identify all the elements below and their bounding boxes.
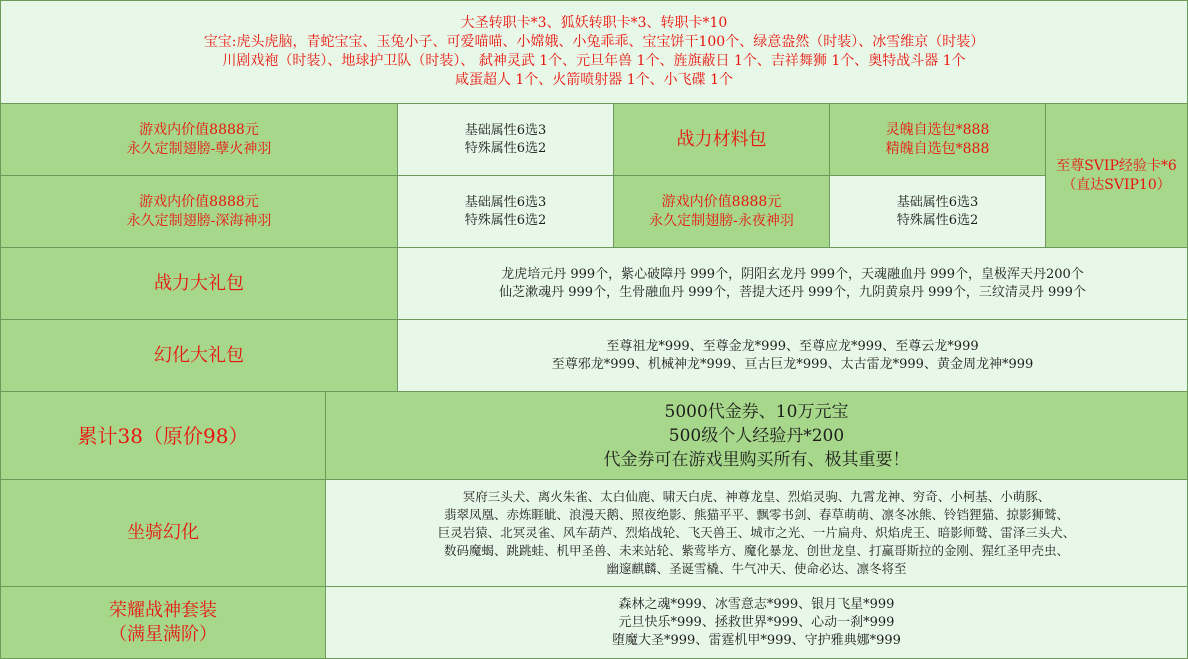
header-line: 川剧戏袍（时装）、地球护卫队（时装）、 弑神灵武 1个、元旦年兽 1个、旌旗蔽日 1个、吉祥舞狮 1个、奥特战斗器 1个 <box>222 53 966 69</box>
glory-set-items: 森林之魂*999、冰雪意志*999、银月飞星*999 元旦快乐*999、拯救世界*999、心动一刹*999 堕魔大圣*999、雷霆机甲*999、守护雅典娜*999 <box>325 586 1188 659</box>
transform-pack-items: 至尊祖龙*999、至尊金龙*999、至尊应龙*999、至尊云龙*999 至尊邪龙*999、机械神龙*999、亘古巨龙*999、太古雷龙*999、黄金周龙神*999 <box>397 319 1188 392</box>
attr-cell: 基础属性6选3 特殊属性6选2 <box>397 103 614 176</box>
material-pack-items: 灵魄自选包*888 精魄自选包*888 <box>829 103 1046 176</box>
header-cell <box>0 0 1188 104</box>
header-line: 宝宝:虎头虎脑，青蛇宝宝、玉兔小子、可爱喵喵、小嫦娥、小兔乖乖、宝宝饼干100个、绿意盎然（时装）、冰雪维京（时装） <box>203 34 985 50</box>
header-line: 大圣转职卡*3、狐妖转职卡*3、转职卡*10 <box>460 15 728 31</box>
power-pack-items: 龙虎培元丹 999个，紫心破障丹 999个，阴阳玄龙丹 999个，天魂融血丹 999个，皇极浑天丹200个 仙芝漱魂丹 999个，生骨融血丹 999个，菩提大还丹 999个，九阴黄泉丹 999个，三纹清灵丹 999个 <box>397 247 1188 320</box>
wing-cell-shen-hai: 游戏内价值8888元 永久定制翅膀-深海神羽 <box>0 175 398 248</box>
material-pack-label: 战力材料包 <box>613 103 830 176</box>
wing-cell-nie-huo: 游戏内价值8888元 永久定制翅膀-孽火神羽 <box>0 103 398 176</box>
svip-card-cell: 至尊SVIP经验卡*6 （直达SVIP10） <box>1045 103 1188 248</box>
mounts-items: 冥府三头犬、离火朱雀、太白仙鹿、啸天白虎、神尊龙皇、烈焰灵驹、九霄龙神、穷奇、小柯基、小萌豚、 翡翠凤凰、赤炼睚眦、浪漫天鹅、照夜绝影、熊猫平平、飘零书剑、春草萌萌、凛冬冰熊、铃铛狸猫、掠影狮鹫、 巨灵岩猿、北冥灵雀、风车葫芦、烈焰战轮、飞天兽王、城市之光、一片扁舟、炽焰虎王、暗影师鹫、雷泽三头犬、 数码魔蝎、跳跳蛙、机甲圣兽、未来站轮、紫莺毕方、魔化暴龙、创世龙皇、打赢哥斯拉的金刚、猩红圣甲壳虫、 幽邃麒麟、圣诞雪橇、牛气冲天、使命必达、凛冬将至 <box>325 479 1188 587</box>
cumulative-label: 累计38（原价98） <box>0 391 326 480</box>
mounts-label: 坐骑幻化 <box>0 479 326 587</box>
attr-cell: 基础属性6选3 特殊属性6选2 <box>829 175 1046 248</box>
attr-cell: 基础属性6选3 特殊属性6选2 <box>397 175 614 248</box>
cumulative-items: 5000代金券、10万元宝 500级个人经验丹*200 代金券可在游戏里购买所有、极其重要！ <box>325 391 1188 480</box>
transform-pack-label: 幻化大礼包 <box>0 319 398 392</box>
wing-cell-yong-ye: 游戏内价值8888元 永久定制翅膀-永夜神羽 <box>613 175 830 248</box>
power-pack-label: 战力大礼包 <box>0 247 398 320</box>
header-line: 咸蛋超人 1个、火箭喷射器 1个、小飞碟 1个 <box>454 72 734 88</box>
glory-set-label: 荣耀战神套装 （满星满阶） <box>0 586 326 659</box>
